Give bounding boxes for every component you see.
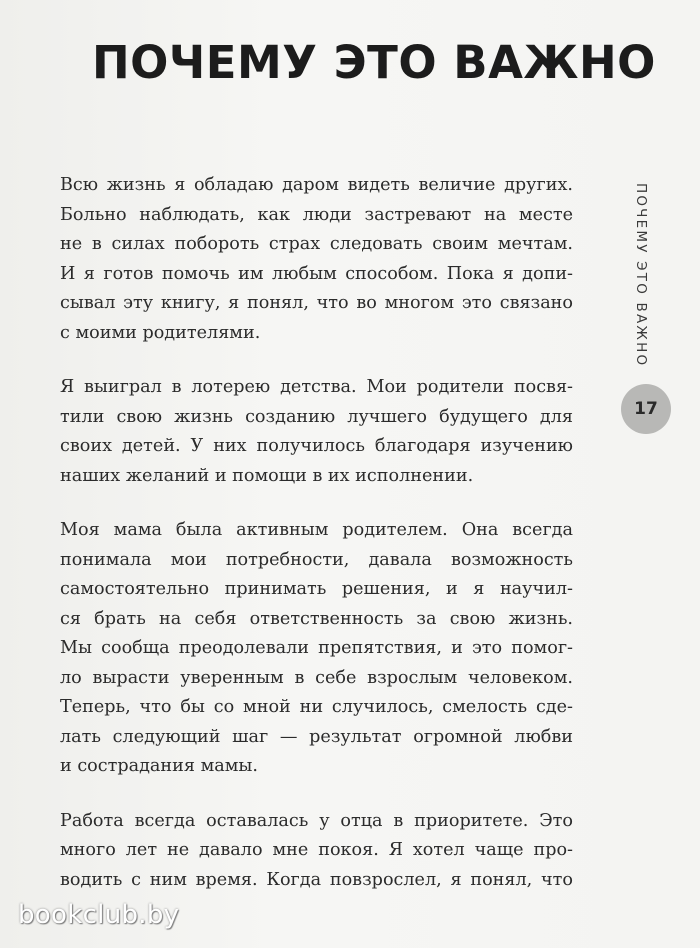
text-line: ся брать на себя ответственность за свою жизнь. [60,608,573,629]
text-line: не в силах побороть страх следовать своим мечтам. [60,234,573,254]
paragraph [60,171,573,348]
text-line: и сострадания мамы. [60,756,259,776]
page-number: 17 [634,399,658,419]
text-line: водить с ним время. Когда повзрослел, я понял, что [60,869,573,890]
text-line: самостоятельно принимать решения, и я научил- [60,579,573,599]
text-line: своих детей. У них получилось благодаря изучению [60,436,573,456]
page-number-badge [621,384,671,434]
text-line: наших желаний и помощи в их исполнении. [60,465,474,486]
text-line: лать следующий шаг — результат огромной любви [60,726,573,747]
paragraph [60,807,573,896]
text-line: Больно наблюдать, как люди застревают на месте [60,204,573,225]
text-line: Работа всегда оставалась у отца в приоритете. Это [60,810,573,831]
text-line: И я готов помочь им любым способом. Пока я допи- [60,263,573,284]
running-title: ПОЧЕМУ ЭТО ВАЖНО [633,183,649,368]
text-line: ло вырасти уверенным в себе взрослым человеком. [60,667,573,688]
watermark: bookclub.by [18,900,180,930]
text-line: Всю жизнь я обладаю даром видеть величие других. [60,175,573,195]
text-line: много лет не давало мне покоя. Я хотел чаще про- [60,840,573,860]
text-line: с моими родителями. [60,322,261,343]
text-line: сывал эту книгу, я понял, что во многом это связано [60,293,573,313]
text-line: Я выиграл в лотерею детства. Мои родители посвя- [60,377,573,397]
text-line: Теперь, что бы со мной ни случилось, смелость сде- [60,697,573,717]
text-line: тили свою жизнь созданию лучшего будущего для [60,406,573,427]
paragraph [60,373,573,491]
chapter-title: ПОЧЕМУ ЭТО ВАЖНО [92,36,656,89]
text-line: Мы сообща преодолевали препятствия, и это помог- [60,638,573,658]
text-line: понимала мои потребности, давала возможность [60,549,573,570]
text-line: Моя мама была активным родителем. Она всегда [60,520,573,540]
paragraph [60,516,573,782]
body-text [60,171,573,920]
